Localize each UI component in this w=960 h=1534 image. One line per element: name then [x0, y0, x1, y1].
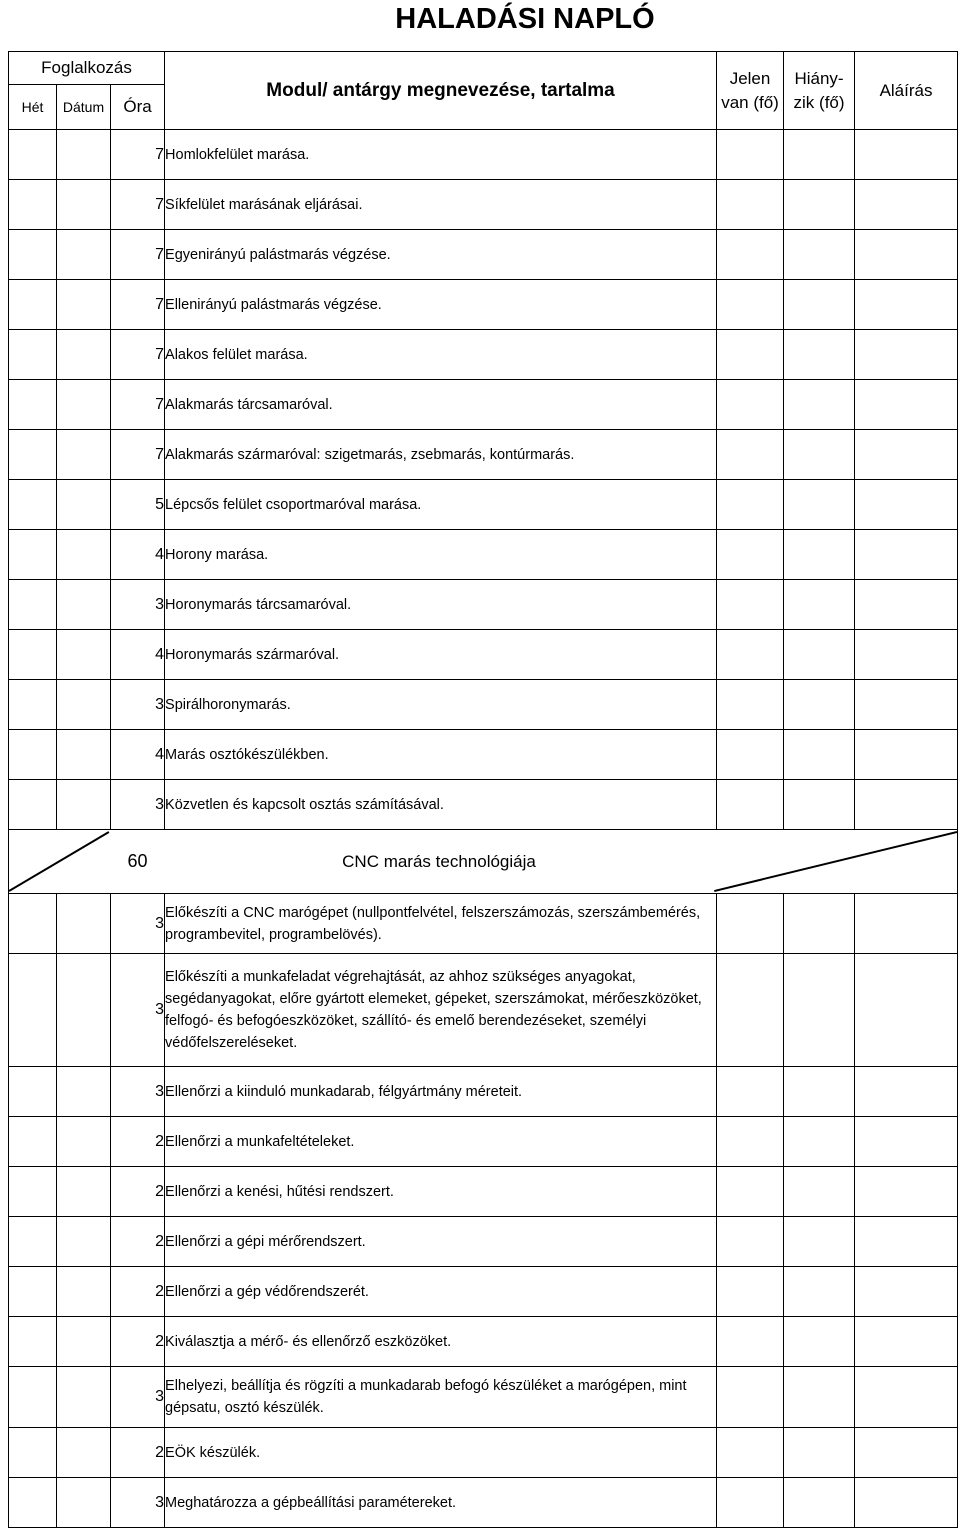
table-row [9, 1428, 958, 1478]
table-row [9, 894, 958, 954]
alairas-cell[interactable] [855, 1167, 958, 1217]
jelen-cell[interactable] [717, 480, 784, 530]
alairas-cell[interactable] [855, 780, 958, 830]
datum-cell[interactable] [57, 1217, 111, 1267]
hiany-cell[interactable] [784, 230, 855, 280]
topic-cell: Ellenirányú palástmarás végzése. [165, 280, 717, 330]
header-hiany-line1: Hiány- [794, 68, 844, 88]
het-cell[interactable] [9, 954, 57, 1067]
table-row [9, 280, 958, 330]
datum-cell[interactable] [57, 1067, 111, 1117]
ora-cell: 7 [111, 430, 165, 480]
table-row [9, 1217, 958, 1267]
jelen-cell[interactable] [717, 380, 784, 430]
topic-cell: Horonymarás szármaróval. [165, 630, 717, 680]
datum-cell[interactable] [57, 680, 111, 730]
table-row [9, 1317, 958, 1367]
het-cell[interactable] [9, 630, 57, 680]
table-row [9, 330, 958, 380]
ora-cell: 3 [111, 1478, 165, 1528]
topic-cell: Ellenőrzi a gép védőrendszerét. [165, 1267, 717, 1317]
ora-cell: 7 [111, 130, 165, 180]
header-hiany-line2: zik (fő) [793, 92, 845, 112]
het-cell[interactable] [9, 1117, 57, 1167]
topic-cell: Spirálhoronymarás. [165, 680, 717, 730]
table-row [9, 130, 958, 180]
datum-cell[interactable] [57, 280, 111, 330]
diagonal-line [714, 832, 957, 891]
het-cell[interactable] [9, 780, 57, 830]
table-row [9, 630, 958, 680]
topic-cell: Előkészíti a CNC marógépet (nullpontfelvétel, felszerszámozás, szerszámbemérés, programbevitel, programbelövés). [165, 894, 717, 954]
header-modul: Modul/ antárgy megnevezése, tartalma [165, 52, 717, 130]
jelen-cell[interactable] [717, 1117, 784, 1167]
ora-cell: 3 [111, 680, 165, 730]
hiany-cell[interactable] [784, 780, 855, 830]
topic-cell: EÖK készülék. [165, 1428, 717, 1478]
datum-cell[interactable] [57, 1267, 111, 1317]
table-row [9, 1067, 958, 1117]
jelen-cell[interactable] [717, 1317, 784, 1367]
jelen-cell[interactable] [717, 1167, 784, 1217]
alairas-cell[interactable] [855, 1367, 958, 1428]
alairas-cell[interactable] [855, 430, 958, 480]
ora-cell: 2 [111, 1267, 165, 1317]
alairas-cell[interactable] [855, 1428, 958, 1478]
ora-cell: 2 [111, 1428, 165, 1478]
datum-cell[interactable] [57, 1478, 111, 1528]
ora-cell: 3 [111, 1067, 165, 1117]
topic-cell: Homlokfelület marása. [165, 130, 717, 180]
table-row [9, 954, 958, 1067]
alairas-cell[interactable] [855, 954, 958, 1067]
alairas-cell[interactable] [855, 330, 958, 380]
hiany-cell[interactable] [784, 1367, 855, 1428]
het-cell[interactable] [9, 1067, 57, 1117]
ora-cell: 3 [111, 580, 165, 630]
hiany-cell[interactable] [784, 580, 855, 630]
ora-cell: 7 [111, 180, 165, 230]
topic-cell: Alakmarás tárcsamaróval. [165, 380, 717, 430]
ora-cell: 3 [111, 894, 165, 954]
table-row [9, 430, 958, 480]
topic-cell: Horony marása. [165, 530, 717, 580]
hiany-cell[interactable] [784, 480, 855, 530]
table-row [9, 1267, 958, 1317]
header-het: Hét [9, 85, 57, 130]
hiany-cell[interactable] [784, 1267, 855, 1317]
het-cell[interactable] [9, 1367, 57, 1428]
hiany-cell[interactable] [784, 530, 855, 580]
datum-cell[interactable] [57, 180, 111, 230]
datum-cell[interactable] [57, 130, 111, 180]
table-row [9, 580, 958, 630]
alairas-cell[interactable] [855, 480, 958, 530]
ora-cell: 4 [111, 730, 165, 780]
table-row [9, 1367, 958, 1428]
hiany-cell[interactable] [784, 730, 855, 780]
hiany-cell[interactable] [784, 1217, 855, 1267]
jelen-cell[interactable] [717, 630, 784, 680]
hiany-cell[interactable] [784, 180, 855, 230]
jelen-cell[interactable] [717, 280, 784, 330]
hiany-cell[interactable] [784, 430, 855, 480]
ora-cell: 7 [111, 230, 165, 280]
ora-cell: 7 [111, 330, 165, 380]
table-row [9, 680, 958, 730]
het-cell[interactable] [9, 1428, 57, 1478]
jelen-cell[interactable] [717, 1067, 784, 1117]
topic-cell: Közvetlen és kapcsolt osztás számításával. [165, 780, 717, 830]
header-jelen-line1: Jelen [729, 68, 771, 88]
topic-cell: Alakos felület marása. [165, 330, 717, 380]
alairas-cell[interactable] [855, 1317, 958, 1367]
table-row [9, 730, 958, 780]
module-name: CNC marás technológiája [342, 851, 536, 871]
datum-cell[interactable] [57, 894, 111, 954]
alairas-cell[interactable] [855, 730, 958, 780]
topic-cell: Lépcsős felület csoportmaróval marása. [165, 480, 717, 530]
hiany-cell[interactable] [784, 330, 855, 380]
topic-cell: Kiválasztja a mérő- és ellenőrző eszközöket. [165, 1317, 717, 1367]
alairas-cell[interactable] [855, 1067, 958, 1117]
module-row [9, 830, 958, 894]
header-ora: Óra [111, 85, 165, 130]
datum-cell[interactable] [57, 230, 111, 280]
progress-log-table [8, 51, 958, 1528]
topic-cell: Ellenőrzi a kiinduló munkadarab, félgyártmány méreteit. [165, 1067, 717, 1117]
alairas-cell[interactable] [855, 1478, 958, 1528]
jelen-cell[interactable] [717, 1428, 784, 1478]
ora-cell: 3 [111, 780, 165, 830]
topic-cell: Egyenirányú palástmarás végzése. [165, 230, 717, 280]
datum-cell[interactable] [57, 330, 111, 380]
het-cell[interactable] [9, 230, 57, 280]
jelen-cell[interactable] [717, 180, 784, 230]
table-row [9, 1117, 958, 1167]
het-cell[interactable] [9, 180, 57, 230]
alairas-cell[interactable] [855, 130, 958, 180]
ora-cell: 2 [111, 1217, 165, 1267]
het-cell[interactable] [9, 380, 57, 430]
het-cell[interactable] [9, 430, 57, 480]
het-cell[interactable] [9, 1478, 57, 1528]
datum-cell[interactable] [57, 530, 111, 580]
jelen-cell[interactable] [717, 1217, 784, 1267]
alairas-cell[interactable] [855, 1117, 958, 1167]
alairas-cell[interactable] [855, 630, 958, 680]
header-jelen-line2: van (fő) [721, 92, 779, 112]
alairas-cell[interactable] [855, 580, 958, 630]
alairas-cell[interactable] [855, 680, 958, 730]
hiany-cell[interactable] [784, 1317, 855, 1367]
module-heading-cell [9, 830, 958, 894]
hiany-cell[interactable] [784, 1478, 855, 1528]
table-row [9, 780, 958, 830]
topic-cell: Síkfelület marásának eljárásai. [165, 180, 717, 230]
hiany-cell[interactable] [784, 630, 855, 680]
ora-cell: 4 [111, 630, 165, 680]
het-cell[interactable] [9, 130, 57, 180]
datum-cell[interactable] [57, 780, 111, 830]
hiany-cell[interactable] [784, 954, 855, 1067]
topic-cell: Alakmarás szármaróval: szigetmarás, zsebmarás, kontúrmarás. [165, 430, 717, 480]
datum-cell[interactable] [57, 480, 111, 530]
ora-cell: 3 [111, 1367, 165, 1428]
het-cell[interactable] [9, 680, 57, 730]
jelen-cell[interactable] [717, 530, 784, 580]
jelen-cell[interactable] [717, 1367, 784, 1428]
table-row [9, 1478, 958, 1528]
hiany-cell[interactable] [784, 1067, 855, 1117]
datum-cell[interactable] [57, 380, 111, 430]
het-cell[interactable] [9, 280, 57, 330]
module-hours: 60 [127, 851, 148, 871]
topic-cell: Ellenőrzi a kenési, hűtési rendszert. [165, 1167, 717, 1217]
jelen-cell[interactable] [717, 430, 784, 480]
jelen-cell[interactable] [717, 130, 784, 180]
topic-cell: Meghatározza a gépbeállítási paramétereket. [165, 1478, 717, 1528]
het-cell[interactable] [9, 530, 57, 580]
datum-cell[interactable] [57, 954, 111, 1067]
table-row [9, 1167, 958, 1217]
hiany-cell[interactable] [784, 280, 855, 330]
table-row [9, 480, 958, 530]
hiany-cell[interactable] [784, 680, 855, 730]
alairas-cell[interactable] [855, 180, 958, 230]
het-cell[interactable] [9, 894, 57, 954]
jelen-cell[interactable] [717, 680, 784, 730]
het-cell[interactable] [9, 1217, 57, 1267]
alairas-cell[interactable] [855, 230, 958, 280]
header-foglalkozas: Foglalkozás [9, 52, 165, 85]
topic-cell: Ellenőrzi a gépi mérőrendszert. [165, 1217, 717, 1267]
alairas-cell[interactable] [855, 1217, 958, 1267]
datum-cell[interactable] [57, 1317, 111, 1367]
jelen-cell[interactable] [717, 1478, 784, 1528]
het-cell[interactable] [9, 580, 57, 630]
datum-cell[interactable] [57, 1167, 111, 1217]
ora-cell: 7 [111, 280, 165, 330]
ora-cell: 2 [111, 1117, 165, 1167]
ora-cell: 2 [111, 1317, 165, 1367]
jelen-cell[interactable] [717, 1267, 784, 1317]
alairas-cell[interactable] [855, 280, 958, 330]
alairas-cell[interactable] [855, 530, 958, 580]
topic-cell: Előkészíti a munkafeladat végrehajtását, az ahhoz szükséges anyagokat, segédanyagokat, előre gyártott elemeket, gépeket, szerszámokat, mérőeszközöket, felfogó- és befogóeszközöket, szállító- és emelő berendezéseket, személyi védőfelszereléseket. [165, 954, 717, 1067]
datum-cell[interactable] [57, 630, 111, 680]
datum-cell[interactable] [57, 1367, 111, 1428]
header-alairas: Aláírás [855, 52, 958, 130]
ora-cell: 3 [111, 954, 165, 1067]
jelen-cell[interactable] [717, 730, 784, 780]
header-hiany [784, 52, 855, 130]
hiany-cell[interactable] [784, 894, 855, 954]
alairas-cell[interactable] [855, 1267, 958, 1317]
hiany-cell[interactable] [784, 130, 855, 180]
topic-cell: Ellenőrzi a munkafeltételeket. [165, 1117, 717, 1167]
jelen-cell[interactable] [717, 954, 784, 1067]
het-cell[interactable] [9, 1167, 57, 1217]
alairas-cell[interactable] [855, 380, 958, 430]
datum-cell[interactable] [57, 580, 111, 630]
jelen-cell[interactable] [717, 894, 784, 954]
ora-cell: 7 [111, 380, 165, 430]
het-cell[interactable] [9, 730, 57, 780]
het-cell[interactable] [9, 1317, 57, 1367]
ora-cell: 2 [111, 1167, 165, 1217]
datum-cell[interactable] [57, 1428, 111, 1478]
topic-cell: Elhelyezi, beállítja és rögzíti a munkadarab befogó készüléket a marógépen, mint gépsatu, osztó készülék. [165, 1367, 717, 1428]
ora-cell: 5 [111, 480, 165, 530]
page-title: HALADÁSI NAPLÓ [395, 3, 655, 35]
jelen-cell[interactable] [717, 580, 784, 630]
het-cell[interactable] [9, 330, 57, 380]
topic-cell: Marás osztókészülékben. [165, 730, 717, 780]
table-row [9, 180, 958, 230]
header-row-top [9, 52, 958, 85]
topic-cell: Horonymarás tárcsamaróval. [165, 580, 717, 630]
datum-cell[interactable] [57, 430, 111, 480]
het-cell[interactable] [9, 1267, 57, 1317]
alairas-cell[interactable] [855, 894, 958, 954]
header-jelen [717, 52, 784, 130]
ora-cell: 4 [111, 530, 165, 580]
table-row [9, 230, 958, 280]
hiany-cell[interactable] [784, 380, 855, 430]
table-row [9, 380, 958, 430]
het-cell[interactable] [9, 480, 57, 530]
jelen-cell[interactable] [717, 230, 784, 280]
table-row [9, 530, 958, 580]
jelen-cell[interactable] [717, 330, 784, 380]
hiany-cell[interactable] [784, 1117, 855, 1167]
hiany-cell[interactable] [784, 1428, 855, 1478]
hiany-cell[interactable] [784, 1167, 855, 1217]
header-datum: Dátum [57, 85, 111, 130]
datum-cell[interactable] [57, 1117, 111, 1167]
datum-cell[interactable] [57, 730, 111, 780]
jelen-cell[interactable] [717, 780, 784, 830]
